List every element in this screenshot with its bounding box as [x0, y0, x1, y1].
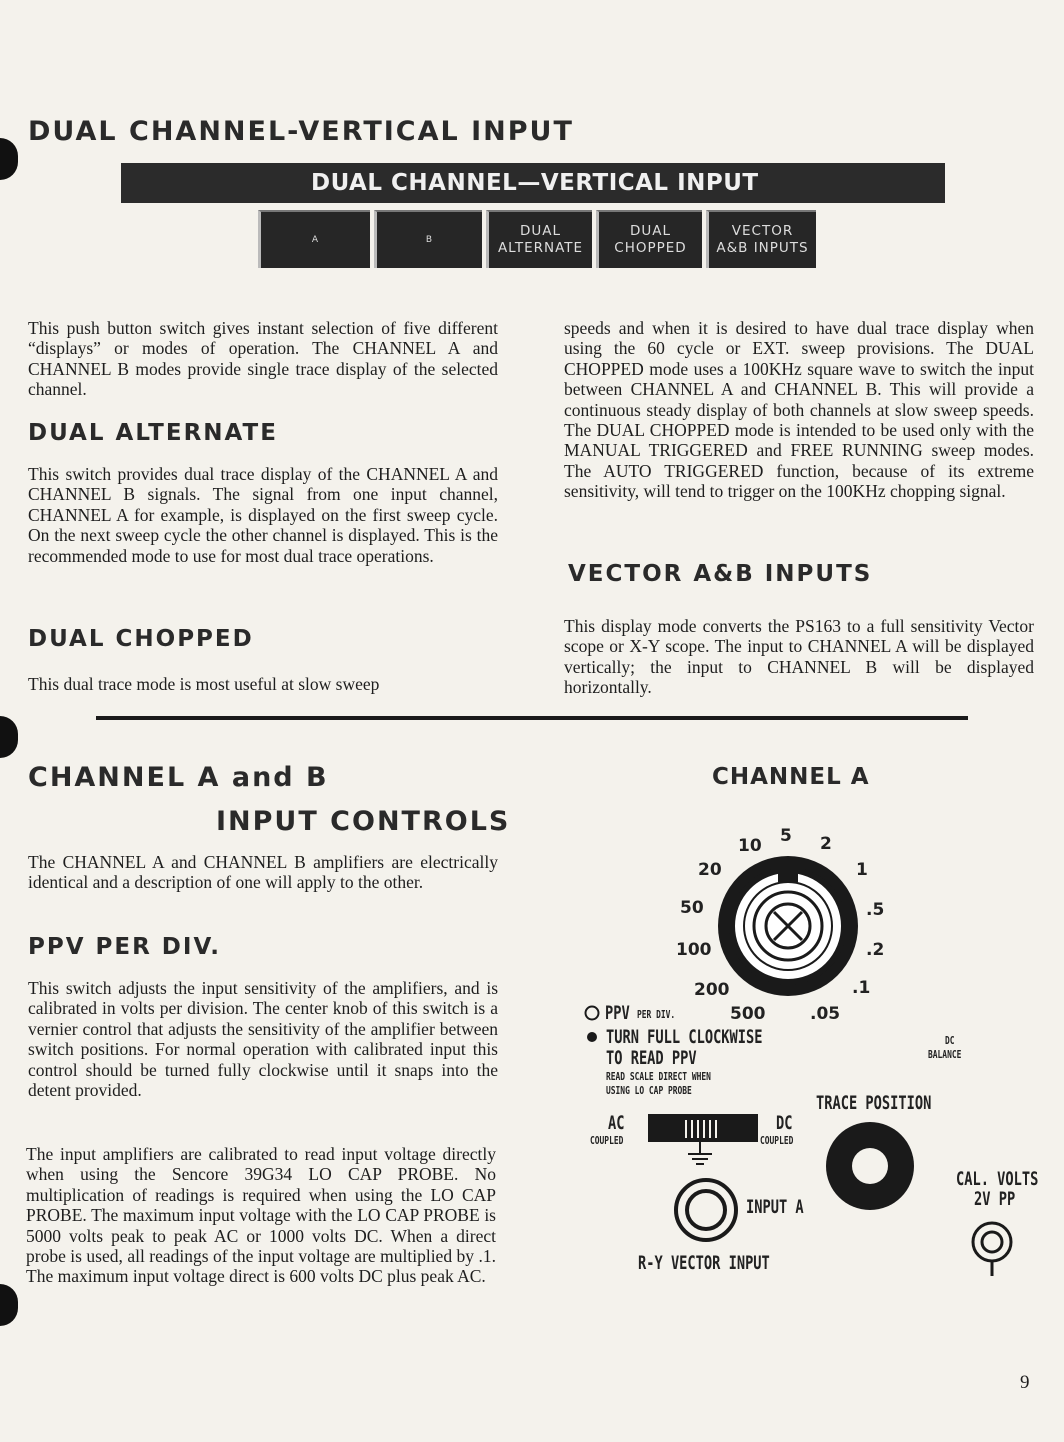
button-channel-a[interactable]: A [258, 210, 370, 268]
dual-chopped-text-right: speeds and when it is desired to have dual trace display when using the 60 cycle or EXT. sweep provisions. The DUAL CHOPPED mode uses a 100KHz square wave to switch the input between CHANNEL A and CHANNEL B. This will provide a continuous steady display of both channels at slow sweep speeds. The DUAL CHOPPED mode is intended to be used only with the MANUAL TRIGGERED and FREE RUNNING sweep modes. The AUTO TRIGGERED function, because of its extreme sensitivity, will tend to trigger on the 100KHz chopping signal. [564, 318, 1034, 502]
coupled-right-label: COUPLED [760, 1134, 794, 1147]
dial-label: 100 [676, 940, 712, 960]
page-number: 9 [1020, 1372, 1030, 1393]
read-scale-label: READ SCALE DIRECT WHEN [606, 1070, 711, 1083]
balance-label: BALANCE [928, 1048, 962, 1061]
panel-title-bar: DUAL CHANNEL—VERTICAL INPUT [121, 163, 945, 203]
channel-intro-text: The CHANNEL A and CHANNEL B amplifiers are electrically identical and a description of one will apply to the other. [28, 852, 498, 893]
filled-dot-icon [585, 1030, 599, 1044]
dial-label: 50 [680, 898, 704, 918]
button-channel-b[interactable]: B [374, 210, 482, 268]
trace-position-knob[interactable] [822, 1120, 918, 1216]
binder-hole-middle [0, 716, 18, 758]
mode-button-row [258, 210, 816, 268]
cal-volts-value: 2V PP [974, 1188, 1016, 1210]
heading-input-controls: INPUT CONTROLS [216, 806, 511, 837]
coupling-switch[interactable] [648, 1114, 758, 1170]
cal-volts-label: CAL. VOLTS [956, 1168, 1039, 1190]
probe-text: The input amplifiers are calibrated to read input voltage directly when using the Sencore 39G34 LO CAP PROBE. No multiplication of readings is required when using the LO CAP PROBE. The maximum input voltage with the LO CAP PROBE is 5000 volts peak to peak AC or 1000 volts DC. When a direct probe is used, all readings of the input voltage are multiplied by .1. The maximum input voltage direct is 600 volts DC plus peak AC. [26, 1144, 496, 1287]
ppv-label: PPV [605, 1002, 630, 1024]
coupled-left-label: COUPLED [590, 1134, 624, 1147]
dial-label: .05 [810, 1004, 841, 1024]
ry-vector-label: R-Y VECTOR INPUT [638, 1252, 770, 1274]
dial-label: 200 [694, 980, 730, 1000]
dial-label: 2 [820, 834, 832, 854]
binder-hole-top [0, 138, 18, 180]
lo-cap-probe-label: USING LO CAP PROBE [606, 1084, 692, 1097]
button-vector-ab[interactable]: VECTOR A&B INPUTS [706, 210, 816, 268]
vector-text: This display mode converts the PS163 to a full sensitivity Vector scope or X-Y scope. The input to CHANNEL A will be displayed vertically; the input to CHANNEL B will be displayed horizontally. [564, 616, 1034, 698]
dual-alternate-text: This switch provides dual trace display of the CHANNEL A and CHANNEL B signals. The signal from one input channel, CHANNEL A for example, is displayed on the first sweep cycle. On the next sweep cycle the other channel is displayed. This is the recommended mode to use for most dual trace operations. [28, 464, 498, 566]
dial-label: .2 [866, 940, 885, 960]
heading-vector-inputs: VECTOR A&B INPUTS [568, 561, 873, 587]
dial-label: 500 [730, 1004, 766, 1024]
intro-paragraph: This push button switch gives instant selection of five different “displays” or modes of operation. The CHANNEL A and CHANNEL B modes provide single trace display of the selected channel. [28, 318, 498, 400]
binder-hole-bottom [0, 1284, 18, 1326]
section-heading-dual-channel: DUAL CHANNEL-VERTICAL INPUT [28, 116, 574, 147]
trace-position-label: TRACE POSITION [816, 1092, 932, 1114]
ac-label: AC [608, 1112, 625, 1134]
turn-clockwise-label: TURN FULL CLOCKWISE [606, 1026, 763, 1048]
input-a-connector-icon[interactable] [672, 1176, 742, 1246]
open-circle-icon [583, 1004, 601, 1022]
dial-label: 10 [738, 836, 762, 856]
dial-pointer [778, 858, 798, 882]
per-div-label: PER DIV. [637, 1008, 676, 1021]
cal-volts-terminal-icon[interactable] [968, 1218, 1016, 1280]
channel-a-title: CHANNEL A [712, 764, 870, 790]
dial-label: .5 [866, 900, 885, 920]
dual-chopped-text-left: This dual trace mode is most useful at slow sweep [28, 674, 380, 694]
dial-label: 20 [698, 860, 722, 880]
ppv-text: This switch adjusts the input sensitivity of the amplifiers, and is calibrated in volts per division. The center knob of this switch is a vernier control that adjusts the sensitivity of the amplifier between switch positions. For normal operation with calibrated input this control should be turned fully clockwise until it snaps into the detent provided. [28, 978, 498, 1101]
button-dual-chopped[interactable]: DUAL CHOPPED [596, 210, 702, 268]
dial-label: .1 [852, 978, 871, 998]
dc-label: DC [945, 1034, 955, 1047]
dial-label: 1 [856, 860, 868, 880]
ground-symbol [688, 1142, 712, 1164]
heading-dual-alternate: DUAL ALTERNATE [28, 420, 278, 446]
section-divider [96, 716, 968, 720]
button-dual-alternate[interactable]: DUAL ALTERNATE [486, 210, 592, 268]
dc-coupled-label: DC [776, 1112, 793, 1134]
input-a-label: INPUT A [746, 1196, 804, 1218]
heading-channel-ab: CHANNEL A and B [28, 762, 329, 793]
dial-label: 5 [780, 826, 792, 846]
read-ppv-label: TO READ PPV [606, 1047, 697, 1069]
heading-dual-chopped: DUAL CHOPPED [28, 626, 254, 652]
heading-ppv-per-div: PPV PER DIV. [28, 934, 222, 960]
